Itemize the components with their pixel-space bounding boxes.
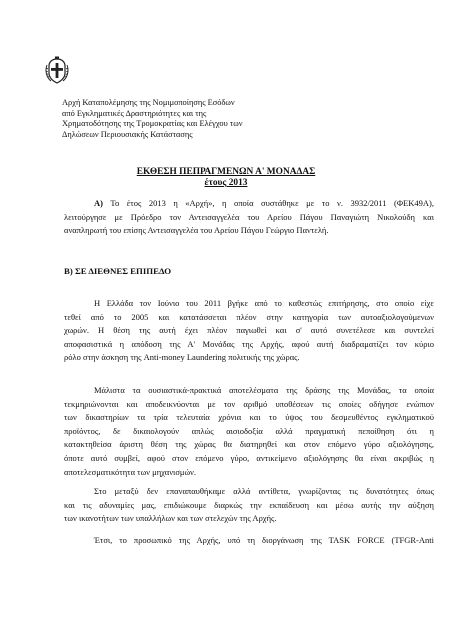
paragraph-line: αποτελεσματικότητα των μηχανισμών. bbox=[64, 466, 197, 477]
authority-line: από Εγκληματικές Δραστηριότητες και της bbox=[62, 108, 207, 118]
paragraph-line: λειτούργησε με Πρόεδρο τον Αντεισαγγελέα του Αρείου Πάγου Παναγιώτη Νικολούδη και bbox=[64, 211, 434, 222]
section-b-heading: Β) ΣΕ ΔΙΕΘΝΕΣ ΕΠΙΠΕΔΟ bbox=[64, 266, 172, 276]
greek-coat-of-arms-icon bbox=[42, 56, 72, 86]
paragraph-line: τεθεί από το 2005 και κατατάσσεται πλέον στην κατηγορία των αυτοαξιολογούμενων bbox=[64, 311, 434, 322]
paragraph-line: Μάλιστα τα ουσιαστικά-πρακτικά αποτελέσματα της δράσης της Μονάδας, τα οποία bbox=[94, 385, 434, 395]
authority-line: Δηλώσεων Περιουσιακής Κατάστασης bbox=[62, 129, 193, 139]
report-title: ΕΚΘΕΣΗ ΠΕΠΡΑΓΜΕΝΩΝ Α' ΜΟΝΑΔΑΣ bbox=[136, 167, 316, 177]
authority-line: Χρηματοδότησης της Τρομοκρατίας και Ελέγχου των bbox=[62, 119, 243, 129]
section-b-paragraph-1 bbox=[64, 297, 434, 365]
issuing-authority bbox=[62, 98, 243, 140]
section-b-paragraph-3 bbox=[64, 485, 434, 526]
paragraph-line: Στο μεταξύ δεν επαναπαυθήκαμε αλλά αντίθετα, γνωρίζοντας τις δυνατότητες όπως bbox=[94, 486, 434, 496]
report-year: έτους 2013 bbox=[204, 178, 248, 188]
paragraph-line: αποφασιστικά η απόδοση της Α' Μονάδας της Αρχής, αφού αυτή διαδραματίζει τον κύριο bbox=[64, 338, 434, 349]
section-a-label: Α) bbox=[94, 198, 103, 208]
section-b-paragraph-2 bbox=[64, 384, 434, 479]
paragraph-line: των ικανοτήτων των υπαλλήλων και των στελεχών της Αρχής. bbox=[64, 513, 277, 524]
paragraph-line: των δικαστηρίων τα τρία τελευταία χρόνια και το ύψος του δεσμευθέντος εγκληματικού bbox=[64, 412, 434, 423]
paragraph-line: Έτσι, το προσωπικό της Αρχής, υπό τη διοργάνωση της TASK FORCE (TFGR-Anti bbox=[94, 535, 434, 545]
paragraph-line bbox=[64, 197, 434, 211]
paragraph-line: ρόλο στην άσκηση της Anti-money Laundering πολιτικής της χώρας. bbox=[64, 352, 300, 363]
section-b-paragraph-4 bbox=[64, 534, 434, 548]
paragraph-line: χωρών. Η θέση της αυτή έχει πλέον παγιωθεί και σ' αυτό συνετέλεσε και συντελεί bbox=[64, 325, 434, 336]
section-a-paragraph bbox=[64, 197, 434, 238]
paragraph-line: Η Ελλάδα τον Ιούνιο του 2011 βγήκε από το καθεστώς επιτήρησης, στο οποίο είχε bbox=[94, 298, 434, 308]
paragraph-line: όποτε αυτό συμβεί, αφού στον επόμενο γύρο, αντικείμενο αξιολόγησης θα είναι ακριβώς η bbox=[64, 452, 434, 463]
paragraph-line: τεκμηριώνονται και αποδεικνύονται με τον αριθμό υποθέσεων τις οποίες οδήγησε ενώπιον bbox=[64, 398, 434, 409]
paragraph-line: κατακτηθείσα άριστη θέση της χώρας θα διατηρηθεί και στον επόμενο γύρο αξιολόγησης, bbox=[64, 439, 434, 450]
paragraph-line: και τις αδυναμίες μας, επιδιώκουμε διαρκώς την εκπαίδευση και μέσω αυτής την αύξηση bbox=[64, 499, 434, 510]
authority-line: Αρχή Καταπολέμησης της Νομιμοποίησης Εσόδων bbox=[62, 98, 235, 107]
paragraph-line: προϊόντος, δε δικαιολογούν απλώς αισιοδοξία αλλά πραγματική πεποίθηση ότι η bbox=[64, 425, 434, 436]
paragraph-text: Το έτος 2013 η «Αρχή», η οποία συστάθηκε με το ν. 3932/2011 (ΦΕΚ49Α), bbox=[110, 198, 434, 208]
paragraph-line: αναπληρωτή του επίσης Αντεισαγγελέα του Αρείου Πάγου Γεώργιο Παντελή. bbox=[64, 225, 329, 236]
